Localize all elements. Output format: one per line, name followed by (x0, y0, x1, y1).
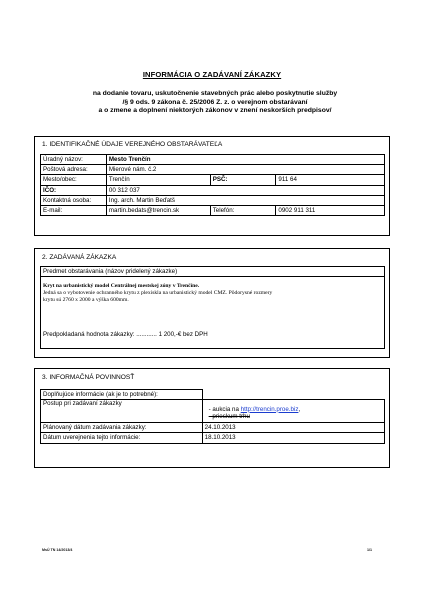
footer-reference: MsÚ TN 14/2013/4 (42, 548, 73, 552)
contact-label: Kontaktná osoba: (41, 195, 107, 205)
section-3-heading: 3. INFORMAČNÁ POVINNOSŤ (42, 374, 135, 381)
subject-desc-line-2: krytu sú 2760 x 2000 a výška 600mm. (43, 297, 129, 304)
ico-value: 00 312 037 (106, 185, 384, 195)
subject-body (41, 277, 385, 349)
published-label: Dátum uverejnenia tejto informácie: (41, 433, 203, 443)
ico-label: IČO: (41, 185, 107, 195)
email-value: martin.bedats@trencin.sk (106, 205, 210, 215)
procedure-prefix: - aukcia na (208, 405, 241, 413)
estimated-value: Predpokladaná hodnota zákazky: ............ 1 200,-€ bez DPH (43, 331, 208, 339)
information-table (40, 389, 385, 444)
table-row (41, 185, 385, 195)
table-row (41, 267, 385, 277)
contact-value: Ing. arch. Martin Beďatš (106, 195, 384, 205)
subtitle-line-1: na dodanie tovaru, uskutočnenie stavebných prác alebo poskytnutie služby (92, 90, 338, 97)
city-label: Mesto/obec: (41, 175, 107, 185)
table-row (41, 195, 385, 205)
subject-desc-line-1: Jedná sa o vybotovenie ochranného krytu z plexiskla na urbanistický model CMZ. Pôdorysné rozmery (43, 290, 273, 297)
section-2-heading: 2. ZADÁVANÁ ZÁKAZKA (42, 254, 117, 261)
address-label: Poštová adresa: (41, 165, 107, 175)
footer-page-number: 1/1 (367, 548, 372, 552)
info-label-text: Doplňujúce informácie (ak je to potrebné): (43, 391, 158, 399)
subject-label: Predmet obstarávania (názov pridelený zákazke) (41, 267, 385, 277)
subtitle-line-3: a o zmene a doplnení niektorých zákonov v znení neskorších predpisov/ (98, 107, 332, 115)
phone-value: 0902 911 311 (276, 205, 385, 215)
subtitle-line-2: /§ 9 ods. 9 zákona č. 25/2006 Z. z. o verejnom obstarávaní (122, 98, 308, 106)
planned-value: 24.10.2013 (202, 423, 384, 433)
phone-label: Telefón: (210, 205, 276, 215)
info-empty-cell (202, 390, 384, 400)
table-row (41, 175, 385, 185)
table-row (41, 433, 385, 443)
subject-title: Kryt na urbanistický model Centrálnej mestskej zóny v Trenčíne. (43, 283, 200, 290)
section-1-heading: 1. IDENTIFIKAČNÉ ÚDAJE VEREJNÉHO OBSTARÁVATEĽA (42, 141, 223, 148)
table-row (41, 400, 385, 423)
address-value: Mierové nám. č.2 (106, 165, 384, 175)
info-label (41, 390, 203, 400)
city-value: Trenčín (106, 175, 210, 185)
psc-label: PSČ: (210, 175, 276, 185)
name-label: Úradný názov: (41, 155, 107, 165)
table-row (41, 155, 385, 165)
table-row (41, 423, 385, 433)
procedure-suffix: , (298, 405, 301, 413)
auction-link[interactable]: http://trencin.proe.biz (240, 405, 299, 413)
procedure-value (202, 400, 384, 423)
document-title: INFORMÁCIA O ZADÁVANÍ ZÁKAZKY (142, 70, 282, 79)
identification-table (40, 154, 385, 216)
procedure-label: Postup pri zadávaní zákazky (41, 400, 203, 423)
document-subtitle (40, 90, 390, 116)
table-row (41, 277, 385, 349)
name-value: Mesto Trenčín (106, 155, 384, 165)
psc-value: 911 64 (276, 175, 385, 185)
procedure-line-1 (209, 406, 382, 413)
planned-label: Plánovaný dátum zadávania zákazky: (41, 423, 203, 433)
table-row (41, 165, 385, 175)
email-label: E-mail: (41, 205, 107, 215)
table-row (41, 205, 385, 215)
published-value: 18.10.2013 (202, 433, 384, 443)
order-table (40, 266, 385, 349)
procedure-struck: - prieskum trhu (208, 412, 250, 420)
table-row (41, 390, 385, 400)
